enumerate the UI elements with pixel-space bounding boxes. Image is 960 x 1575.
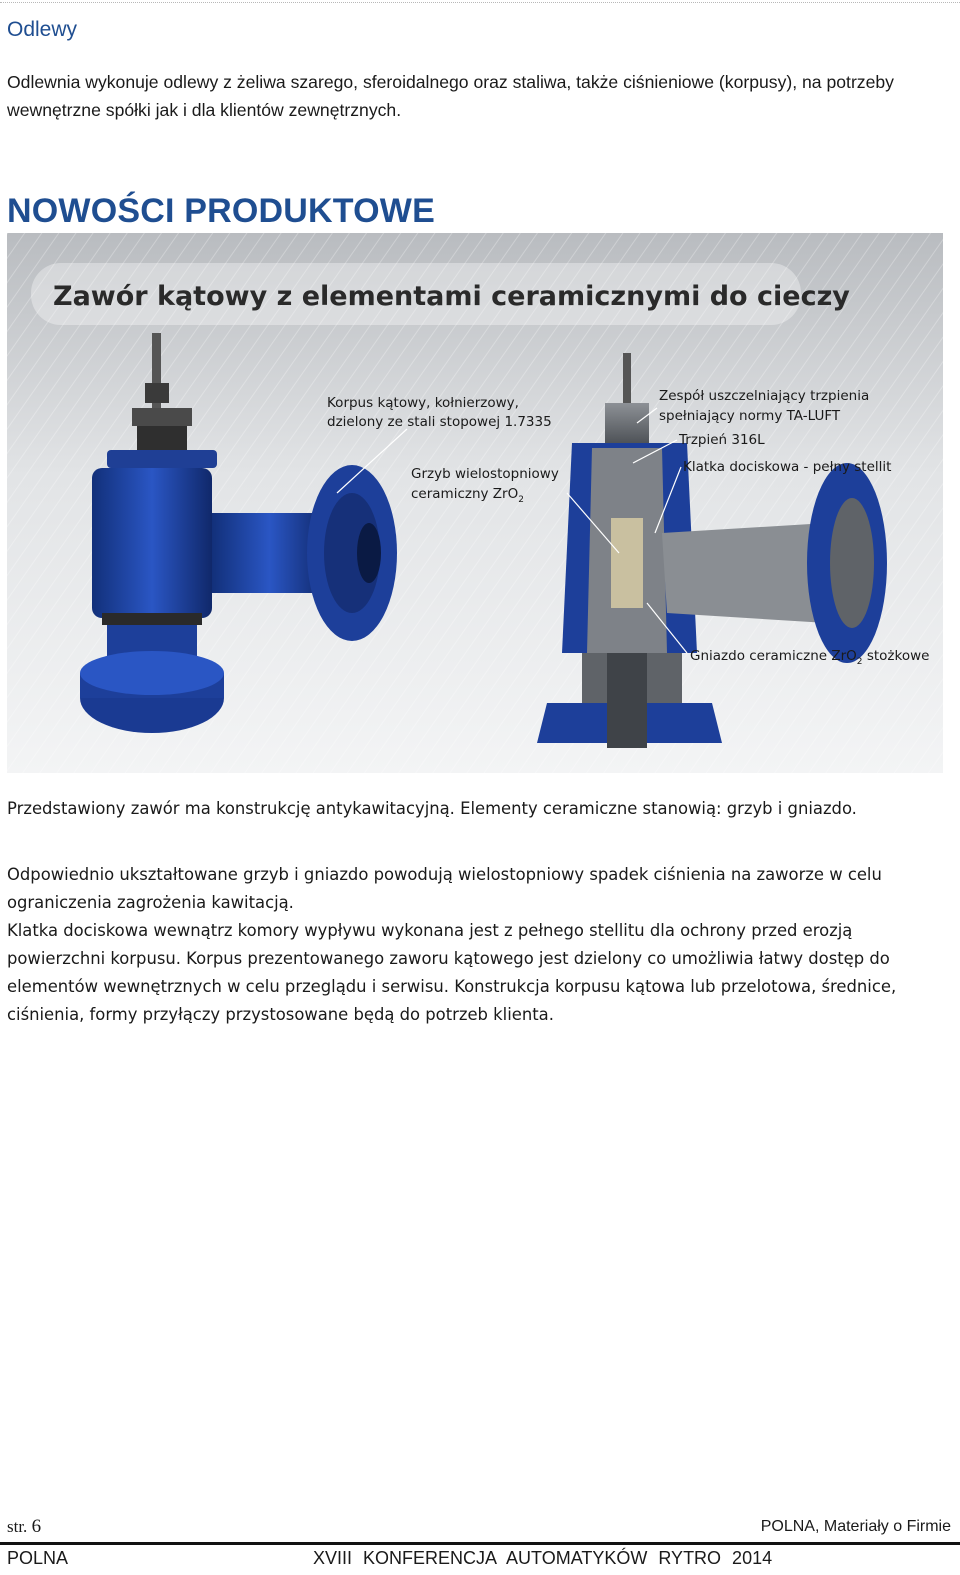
news-heading: NOWOŚCI PRODUKTOWE xyxy=(7,192,435,230)
footer-conference: XVIII KONFERENCJA AUTOMATYKÓW RYTRO 2014 xyxy=(313,1548,773,1568)
footer-brand: POLNA xyxy=(7,1548,69,1568)
intro-paragraph: Odlewnia wykonuje odlewy z żeliwa szarego, sferoidalnego oraz staliwa, także ciśnieniowe (korpusy), na potrzeby wewnętrzne spółki jak i dla klientów zewnętrznych. xyxy=(7,72,894,120)
page-prefix: str. xyxy=(7,1517,28,1536)
label-zespol-line2: spełniający normy TA-LUFT xyxy=(659,408,841,424)
page-number-value: 6 xyxy=(31,1516,42,1537)
label-korpus-line2: dzielony ze stali stopowej 1.7335 xyxy=(327,414,552,430)
label-grzyb-line2: ceramiczny ZrO$_2$ xyxy=(411,486,524,505)
label-zespol-line1: Zespół uszczelniający trzpienia xyxy=(659,388,870,404)
valve-illustration xyxy=(7,233,943,773)
label-grzyb-line1: Grzyb wielostopniowy xyxy=(411,466,559,482)
footer-company-label: POLNA, Materiały o Firmie xyxy=(760,1518,951,1535)
top-dotted-rule xyxy=(0,2,960,3)
paragraph-pressure-drop: Odpowiednio ukształtowane grzyb i gniazdo powodują wielostopniowy spadek ciśnienia na zaworze w celu ograniczenia zagrożenia kawitacją. xyxy=(7,865,882,912)
figure-title: Zawór kątowy z elementami ceramicznymi do cieczy xyxy=(53,281,850,312)
paragraph-construction: Przedstawiony zawór ma konstrukcję antykawitacyjną. Elementy ceramiczne stanowią: grzyb i gniazdo. xyxy=(7,799,857,818)
valve-figure xyxy=(7,233,943,773)
page-number xyxy=(7,1516,41,1538)
paragraph-cage-body: Klatka dociskowa wewnątrz komory wypływu wykonana jest z pełnego stellitu dla ochrony przed erozją powierzchni korpusu. Korpus prezentowanego zaworu kątowego jest dzielony co umożliwia łatwy dostęp do elementów wewnętrznych w celu przeglądu i serwisu. Konstrukcja korpusu kątowa lub przelotowa, średnice, ciśnienia, formy przyłączy przystosowane będą do potrzeb klienta. xyxy=(7,921,897,1024)
label-trzpien: Trzpień 316L xyxy=(679,432,765,448)
label-gniazdo: Gniazdo ceramiczne ZrO$_2$ stożkowe xyxy=(690,648,930,667)
label-klatka: Klatka dociskowa - pełny stellit xyxy=(683,459,892,475)
label-korpus-line1: Korpus kątowy, kołnierzowy, xyxy=(327,395,519,411)
section-heading: Odlewy xyxy=(7,18,78,41)
footer-rule xyxy=(0,1542,960,1545)
